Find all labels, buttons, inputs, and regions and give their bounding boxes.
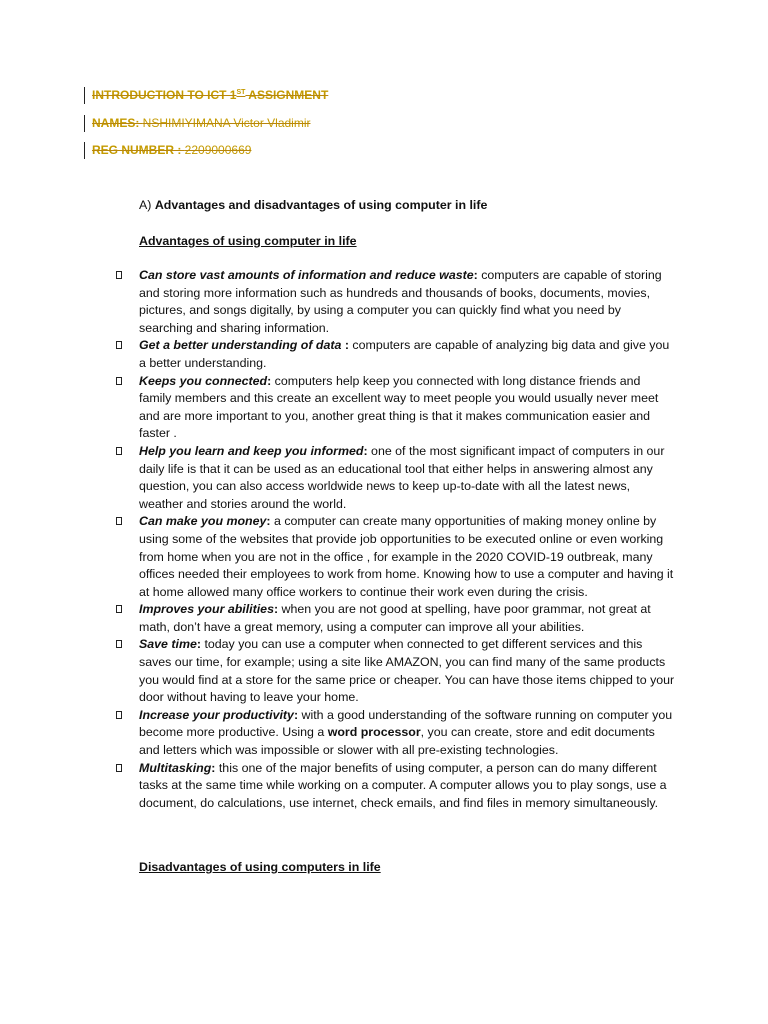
names-value: NSHIMIYIMANA Victor Vladimir [142,115,311,130]
list-item [116,337,676,372]
list-item [116,443,676,513]
change-bar [84,87,85,104]
names-label: NAMES: [92,115,143,130]
bullet-box-icon [116,377,122,385]
section-title: Advantages and disadvantages of using computer in life [154,198,488,212]
item-separator: : [341,338,349,353]
item-separator: : [473,268,478,282]
assignment-title-superscript: ST [236,89,246,96]
item-term: Save time [139,637,197,652]
section-letter: A) [139,198,155,212]
change-bar [84,115,85,132]
bullet-box-icon [116,341,122,349]
item-separator: : [266,514,271,529]
bullet-box-icon [116,271,122,279]
item-bold-phrase: word processor [327,725,421,740]
item-term: Improves your abilities [139,602,274,617]
assignment-title-text: INTRODUCTION TO ICT 1 [92,88,237,102]
item-separator: : [267,373,272,388]
assignment-title-suffix: ASSIGNMENT [245,88,329,102]
reg-number-value: 2209000669 [184,143,252,157]
disadvantages-heading: Disadvantages of using computers in life [139,860,381,874]
item-text: when you are not good at spelling, have poor grammar, not great at math, don’t have a great memory, using a computer can improve all your abilities. [139,602,651,634]
bullet-box-icon [116,640,122,648]
item-separator: : [211,760,216,775]
item-term: Keeps you connected [139,373,268,388]
bullet-box-icon [116,447,122,455]
bullet-box-icon [116,764,122,772]
item-text: with a good understanding of the software running on computer you become more productive. Using a [139,707,673,740]
student-names [92,114,310,132]
item-term: Can store vast amounts of information and reduce waste [139,268,474,282]
item-text: this one of the major benefits of using computer, a person can do many different tasks at the same time while working on a computer. A computer allows you to play songs, use a document, do calculations, use internet, check emails, and find files in memory simultaneously. [139,760,667,810]
list-item [116,760,676,813]
item-text: today you can use a computer when connected to get different services and this saves our time, for example; using a site like AMAZON, you can find many of the same products you would find at a store for the same price or cheaper. You can have those items chipped to your door without having to leave your home. [139,637,675,705]
item-text: one of the most significant impact of computers in our daily life is that it can be used as an educational tool that either helps in answering almost any question, you can also access worldwide news to keep up-to-date with all the latest news, weather and stories around the world. [139,443,665,511]
item-separator: : [363,443,368,458]
header-reg-line [84,141,484,169]
reg-number-label: REG NUMBER : [92,143,185,157]
section-heading [139,198,487,212]
item-term: Multitasking [139,760,212,775]
assignment-title [92,86,328,104]
list-item [116,373,676,443]
item-separator: : [293,707,299,722]
item-term: Can make you money [139,514,267,529]
item-term: Get a better understanding of data [139,338,342,353]
bullet-box-icon [116,517,122,525]
bullet-box-icon [116,711,122,719]
change-bar [84,142,85,159]
assignment-header [84,86,484,169]
advantages-list [116,267,676,812]
item-term: Increase your productivity [139,707,294,722]
item-separator: : [196,637,201,652]
item-term: Help you learn and keep you informed [139,443,364,458]
registration-number [92,141,251,159]
list-item [116,636,676,706]
list-item [116,513,676,601]
bullet-box-icon [116,605,122,613]
item-text: computers are capable of analyzing big data and give you a better understanding. [139,338,670,370]
header-title-line [84,86,484,114]
header-names-line [84,114,484,142]
item-text: a computer can create many opportunities of making money online by using some of the websites that provide job opportunities to be executed online or even working from home when you are not in the office , for example in the 2020 COVID-19 outbreak, many offices needed their employees to work from home. Knowing how to use a computer and having it at home allowed many office workers to continue their work even during the crisis. [139,514,674,599]
item-text: computers are capable of storing and storing more information such as hundreds and thousands of books, documents, movies, pictures, and songs digitally, by using a computer you can quickly find what you need by searching and sharing information. [139,268,662,335]
list-item [116,707,676,760]
advantages-heading: Advantages of using computer in life [139,234,357,248]
item-separator: : [273,602,279,617]
list-item [116,267,676,337]
item-text-continued: , you can create, store and edit documents and letters which was impossible or slower with all pre-existing technologies. [139,725,655,758]
list-item [116,601,676,636]
item-text: computers help keep you connected with long distance friends and family members and this create an excellent way to meet people you would usually never meet and are more important to you, another great thing is that it makes communication easier and faster . [139,373,659,441]
